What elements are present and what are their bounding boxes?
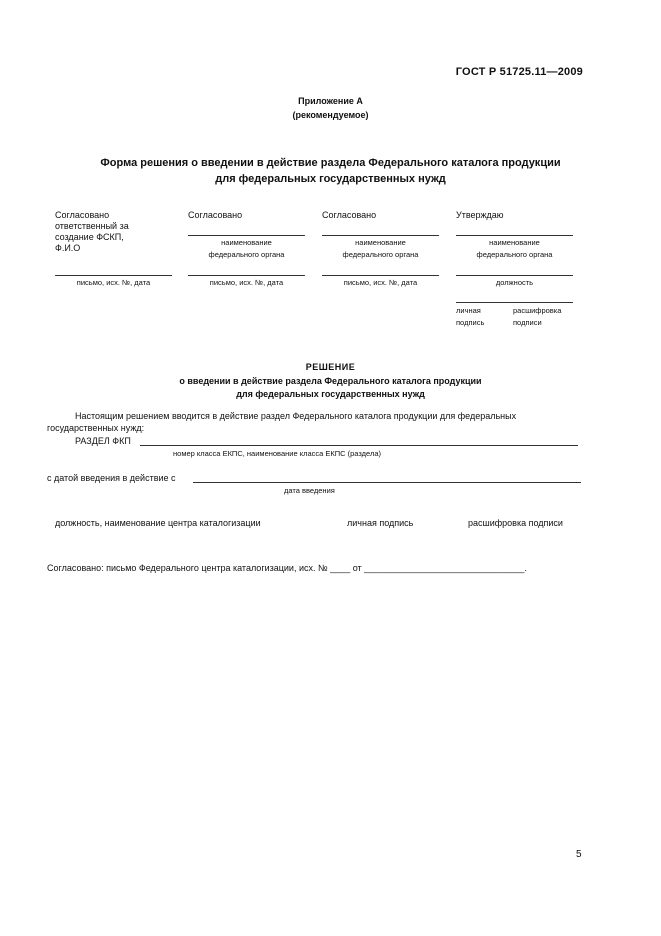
approval-col3-caption-b: письмо, исх. №, дата (343, 278, 418, 287)
appendix-title: Приложение А (298, 96, 363, 106)
approval-col3-line-a (322, 235, 439, 236)
approval-col4-label: Утверждаю (456, 210, 504, 220)
approval-col4-signature-caption: личная подпись (456, 306, 485, 327)
body-paragraph-line1: Настоящим решением вводится в действие раздел Федерального каталога продукции для федеральных (75, 411, 517, 421)
section-label: РАЗДЕЛ ФКП (75, 436, 131, 446)
page-number: 5 (576, 849, 582, 860)
approval-col4-line-c (456, 302, 573, 303)
standard-id: ГОСТ Р 51725.11—2009 (455, 66, 583, 78)
decision-subtitle-line1: о введении в действие раздела Федерального каталога продукции (179, 376, 482, 386)
approval-col1-caption: письмо, исх. №, дата (76, 278, 151, 287)
agreed-line: Согласовано: письмо Федерального центра каталогизации, исх. № ____ от ________________________________. (47, 563, 527, 573)
approval-col2-label: Согласовано (188, 210, 243, 220)
form-title-line2: для федеральных государственных нужд (215, 173, 446, 185)
approval-col3-label: Согласовано (322, 210, 377, 220)
approval-col4-line-b (456, 275, 573, 276)
approval-col2-caption-a: наименование федерального органа (208, 238, 285, 259)
approval-col3-line-b (322, 275, 439, 276)
signature-personal: личная подпись (347, 518, 414, 528)
approval-col2-line-b (188, 275, 305, 276)
approval-col2-line-a (188, 235, 305, 236)
date-label: с датой введения в действие с (47, 473, 176, 483)
approval-col4-caption-b: должность (495, 278, 534, 287)
date-caption: дата введения (284, 486, 335, 495)
section-field-line[interactable] (140, 445, 578, 446)
decision-title: РЕШЕНИЕ (305, 362, 356, 372)
body-paragraph-line2: государственных нужд: (47, 423, 145, 433)
signature-decode: расшифровка подписи (468, 518, 563, 528)
date-field-line[interactable] (193, 482, 581, 483)
approval-col1-line (55, 275, 172, 276)
approval-col4-line-a (456, 235, 573, 236)
section-caption: номер класса ЕКПС, наименование класса ЕКПС (раздела) (173, 449, 382, 458)
appendix-type: (рекомендуемое) (292, 110, 369, 120)
decision-subtitle-line2: для федеральных государственных нужд (236, 389, 425, 399)
approval-col3-caption-a: наименование федерального органа (342, 238, 419, 259)
approval-col2-caption-b: письмо, исх. №, дата (209, 278, 284, 287)
agreed-date-blank[interactable]: ________________________________ (364, 563, 525, 573)
form-title-line1: Форма решения о введении в действие раздела Федерального каталога продукции (100, 157, 561, 169)
approval-col4-caption-a: наименование федерального органа (476, 238, 553, 259)
approval-col4-decode-caption: расшифровка подписи (513, 306, 562, 327)
agreed-number-blank[interactable]: ____ (330, 563, 351, 573)
signature-position: должность, наименование центра каталогизации (55, 518, 261, 528)
approval-col1-label: Согласовано ответственный за создание ФСКП, Ф.И.О (55, 210, 129, 253)
